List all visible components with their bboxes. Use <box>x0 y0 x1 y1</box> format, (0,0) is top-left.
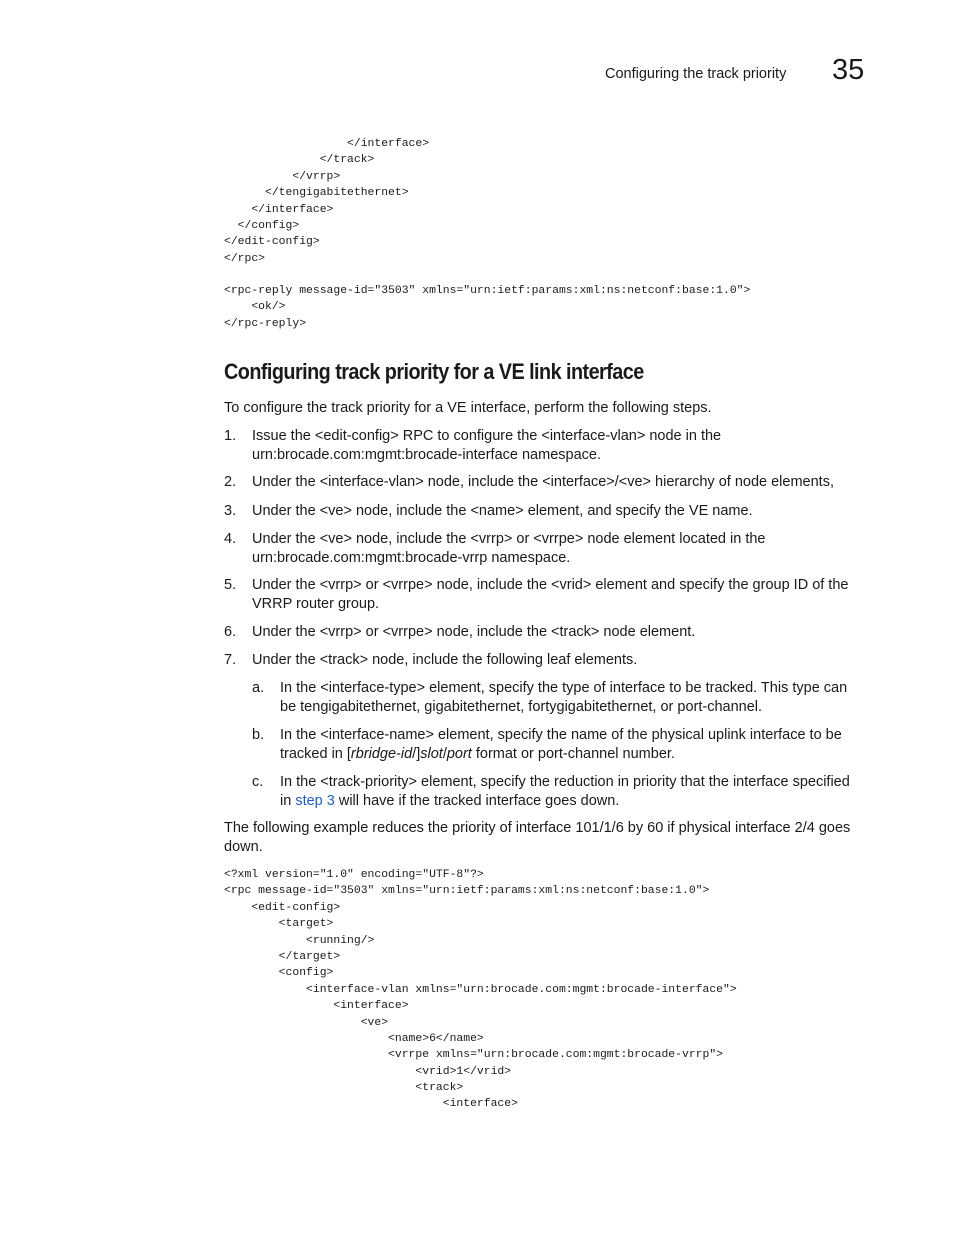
step-text-line: urn:brocade.com:mgmt:brocade-interface namespace. <box>252 446 601 463</box>
step-number: 5. <box>224 577 237 593</box>
step-text-line: Under the <vrrp> or <vrrpe> node, include the <vrid> element and specify the group ID of the <box>252 577 849 593</box>
substep-letter: c. <box>252 774 264 790</box>
code-block-example <box>224 867 737 1113</box>
code-block-rpc-reply <box>224 283 750 332</box>
code-line: <interface> <box>224 1098 518 1111</box>
chapter-number: 35 <box>832 54 865 86</box>
code-line: <name>6</name> <box>224 1032 484 1045</box>
intro-paragraph: To configure the track priority for a VE interface, perform the following steps. <box>224 400 712 416</box>
substep-letter: b. <box>252 727 265 743</box>
substep-text-fragment: tracked in [ <box>280 745 351 762</box>
substep-text <box>280 773 872 810</box>
substep-text-line: In the <interface-type> element, specify the type of interface to be tracked. This type can <box>280 680 848 696</box>
step-text: Under the <ve> node, include the <name> element, and specify the VE name. <box>252 503 753 519</box>
code-line: </edit-config> <box>224 236 320 249</box>
code-line: <ok/> <box>224 301 286 314</box>
code-line: <track> <box>224 1082 464 1095</box>
code-line: </rpc-reply> <box>224 317 307 330</box>
step-text <box>252 576 872 613</box>
code-line: </rpc> <box>224 252 266 265</box>
step-text-line: urn:brocade.com:mgmt:brocade-vrrp namespace. <box>252 549 571 566</box>
substep-letter: a. <box>252 680 265 696</box>
code-line: <config> <box>224 967 334 980</box>
code-line: <edit-config> <box>224 901 341 914</box>
step-text: Under the <vrrp> or <vrrpe> node, include the <track> node element. <box>252 624 696 640</box>
code-line: </interface> <box>224 203 334 216</box>
code-line: </interface> <box>224 138 430 150</box>
substep-text <box>280 679 872 716</box>
step-text-line: VRRP router group. <box>252 595 380 612</box>
step-text <box>252 427 872 464</box>
code-line: <interface> <box>224 1000 409 1013</box>
step-text: Under the <track> node, include the following leaf elements. <box>252 652 638 668</box>
code-line: </vrrp> <box>224 170 341 183</box>
substep-text-fragment: in <box>280 792 296 809</box>
substep-text-line: be tengigabitethernet, gigabitethernet, fortygigabitethernet, or port-channel. <box>280 698 763 715</box>
running-header-title: Configuring the track priority <box>605 66 787 82</box>
step-text <box>252 530 872 567</box>
step-number: 6. <box>224 624 237 640</box>
code-line: </target> <box>224 950 341 963</box>
step-3-link[interactable]: step 3 <box>295 792 335 809</box>
code-line: <running/> <box>224 934 375 947</box>
port-term: port <box>446 745 472 762</box>
step-number: 4. <box>224 531 237 547</box>
code-line: <vrrpe xmlns="urn:brocade.com:mgmt:brocade-vrrp"> <box>224 1049 723 1062</box>
code-line: <ve> <box>224 1016 389 1029</box>
code-line: </config> <box>224 219 300 232</box>
code-line: <interface-vlan xmlns="urn:brocade.com:mgmt:brocade-interface"> <box>224 983 737 996</box>
example-intro-paragraph: The following example reduces the priority of interface 101/1/6 by 60 if physical interface 2/4 goes down. <box>224 820 851 855</box>
rbridge-id-term: rbridge-id <box>350 745 413 762</box>
step-number: 1. <box>224 428 237 444</box>
code-line: <rpc-reply message-id="3503" xmlns="urn:ietf:params:xml:ns:netconf:base:1.0"> <box>224 285 751 297</box>
code-line: <vrid>1</vrid> <box>224 1065 512 1078</box>
substep-text-line: In the <interface-name> element, specify the name of the physical uplink interface to be <box>280 727 842 743</box>
substep-text-fragment: /] <box>412 745 421 762</box>
section-heading: Configuring track priority for a VE link interface <box>224 359 644 384</box>
slot-term: slot <box>420 745 443 762</box>
code-line: </track> <box>224 154 375 167</box>
substep-text-fragment: format or port-channel number. <box>471 745 675 762</box>
substep-text <box>280 726 872 763</box>
code-line: <target> <box>224 918 334 931</box>
step-number: 7. <box>224 652 237 668</box>
code-line: <rpc message-id="3503" xmlns="urn:ietf:params:xml:ns:netconf:base:1.0"> <box>224 885 710 898</box>
substep-text-line: In the <track-priority> element, specify the reduction in priority that the interface specified <box>280 774 850 790</box>
step-text-line: Issue the <edit-config> RPC to configure the <interface-vlan> node in the <box>252 428 722 444</box>
substep-text-fragment: / <box>442 745 447 762</box>
code-block-closing <box>224 136 429 267</box>
step-number: 2. <box>224 474 237 490</box>
step-number: 3. <box>224 503 237 519</box>
step-text-line: Under the <ve> node, include the <vrrp> or <vrrpe> node element located in the <box>252 531 766 547</box>
step-text: Under the <interface-vlan> node, include the <interface>/<ve> hierarchy of node elements, <box>252 474 834 490</box>
substep-text-fragment: will have if the tracked interface goes down. <box>334 792 620 809</box>
code-line: </tengigabitethernet> <box>224 187 409 200</box>
code-line: <?xml version="1.0" encoding="UTF-8"?> <box>224 869 484 881</box>
